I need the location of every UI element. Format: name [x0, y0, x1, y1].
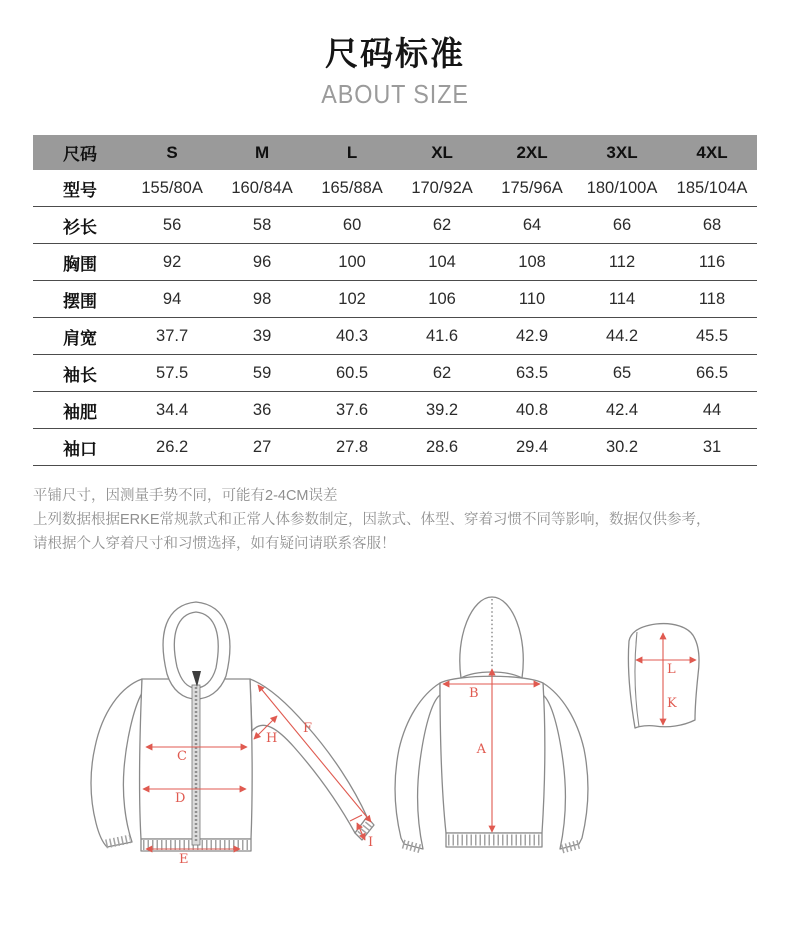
- size-value: 37.7: [156, 326, 189, 345]
- row-label: 胸围: [63, 254, 98, 274]
- notes-block: [33, 485, 757, 555]
- measure-label-K: K: [667, 696, 677, 712]
- size-value: 100: [338, 252, 366, 271]
- row-label: 型号: [63, 180, 98, 200]
- corner-header: 尺码: [33, 135, 127, 170]
- measure-label-L: L: [667, 662, 676, 678]
- size-value: 64: [522, 215, 542, 234]
- column-header: M: [217, 135, 307, 170]
- jacket-front-view: [91, 602, 374, 867]
- size-value: 29.4: [515, 437, 549, 456]
- size-table: [33, 135, 757, 466]
- size-value: 160/84A: [231, 178, 293, 197]
- table-row: [33, 392, 757, 429]
- size-value: 104: [428, 252, 456, 271]
- size-value: 44: [702, 400, 722, 419]
- size-value: 180/100A: [586, 178, 658, 197]
- size-value: 58: [252, 215, 272, 234]
- size-value: 45.5: [695, 326, 729, 345]
- size-value: 28.6: [425, 437, 459, 456]
- hood-detail-view: [628, 624, 699, 728]
- size-value: 63.5: [515, 363, 549, 382]
- jacket-back-view: [395, 597, 588, 849]
- size-value: 31: [702, 437, 722, 456]
- size-value: 36: [252, 400, 272, 419]
- size-value: 98: [252, 289, 272, 308]
- size-value: 112: [608, 252, 636, 271]
- size-value: 118: [698, 289, 726, 308]
- row-label: 衫长: [63, 217, 98, 237]
- measure-label-C: C: [177, 749, 187, 765]
- size-value: 66: [612, 215, 632, 234]
- size-value: 94: [162, 289, 182, 308]
- size-value: 60: [342, 215, 362, 234]
- row-label: 袖肥: [63, 402, 98, 422]
- table-row: [33, 207, 757, 244]
- size-value: 27: [252, 437, 272, 456]
- size-value: 185/104A: [676, 178, 748, 197]
- column-header: S: [127, 135, 217, 170]
- size-value: 37.6: [336, 400, 369, 419]
- size-value: 27.8: [336, 437, 369, 456]
- note-line: 上列数据根据ERKE常规款式和正常人体参数制定，因款式、体型、穿着习惯不同等影响，数据仅供参考，: [33, 512, 711, 529]
- size-value: 116: [698, 252, 726, 271]
- measurement-diagram: [0, 581, 790, 931]
- size-value: 62: [432, 215, 452, 234]
- size-value: 175/96A: [501, 178, 563, 197]
- size-value: 110: [518, 289, 546, 308]
- table-row: [33, 429, 757, 466]
- size-table-head-row: [33, 135, 757, 170]
- back-right-sleeve: [543, 683, 588, 849]
- column-header: 3XL: [577, 135, 667, 170]
- measure-label-D: D: [175, 791, 186, 807]
- size-value: 68: [702, 215, 722, 234]
- size-value: 170/92A: [411, 178, 473, 197]
- row-label: 袖口: [63, 439, 98, 459]
- column-header: XL: [397, 135, 487, 170]
- size-value: 41.6: [425, 326, 459, 345]
- size-value: 44.2: [605, 326, 639, 345]
- size-value: 26.2: [156, 437, 189, 456]
- size-value: 34.4: [156, 400, 189, 419]
- measure-E: [146, 849, 240, 867]
- size-value: 60.5: [336, 363, 369, 382]
- size-value: 42.4: [605, 400, 639, 419]
- size-value: 155/80A: [141, 178, 203, 197]
- size-table-body: [33, 170, 757, 466]
- size-value: 39: [252, 326, 272, 345]
- table-row: [33, 318, 757, 355]
- column-header: 2XL: [487, 135, 577, 170]
- size-value: 96: [252, 252, 272, 271]
- front-left-sleeve: [91, 679, 142, 847]
- measure-label-B: B: [469, 686, 479, 702]
- size-value: 165/88A: [321, 178, 383, 197]
- hood-detail-shape: [628, 624, 699, 728]
- size-value: 40.3: [336, 326, 369, 345]
- measure-label-A: A: [476, 742, 486, 758]
- note-line: 平铺尺寸，因测量手势不同，可能有2-4CM误差: [33, 488, 338, 505]
- row-label: 肩宽: [63, 328, 98, 348]
- measure-F: [258, 685, 371, 822]
- size-value: 30.2: [605, 437, 639, 456]
- front-right-sleeve: [250, 679, 367, 833]
- size-value: 42.9: [515, 326, 549, 345]
- table-row: [33, 170, 757, 207]
- size-table-wrap: [33, 135, 757, 466]
- size-value: 66.5: [695, 363, 729, 382]
- column-header: 4XL: [667, 135, 757, 170]
- size-value: 108: [518, 252, 546, 271]
- table-row: [33, 355, 757, 392]
- note-line: 请根据个人穿着尺寸和习惯选择，如有疑问请联系客服！: [33, 536, 396, 553]
- row-label: 摆围: [63, 291, 98, 311]
- measure-label-E: E: [179, 852, 189, 868]
- size-value: 57.5: [156, 363, 189, 382]
- measure-label-H: H: [266, 731, 278, 747]
- size-value: 65: [612, 363, 632, 382]
- page-subtitle: ABOUT SIZE: [321, 79, 469, 110]
- size-value: 92: [162, 252, 182, 271]
- row-label: 袖长: [63, 365, 98, 385]
- table-row: [33, 281, 757, 318]
- page-header: [0, 0, 790, 110]
- size-value: 39.2: [425, 400, 459, 419]
- column-header: L: [307, 135, 397, 170]
- table-row: [33, 244, 757, 281]
- size-value: 114: [608, 289, 636, 308]
- page-title: 尺码标准: [325, 35, 465, 72]
- measure-label-F: F: [303, 721, 313, 737]
- measure-label-I: I: [368, 835, 374, 851]
- size-value: 40.8: [515, 400, 549, 419]
- size-value: 56: [162, 215, 182, 234]
- size-value: 102: [338, 289, 366, 308]
- size-value: 59: [252, 363, 272, 382]
- size-value: 62: [432, 363, 452, 382]
- back-left-sleeve: [395, 683, 440, 849]
- size-value: 106: [428, 289, 456, 308]
